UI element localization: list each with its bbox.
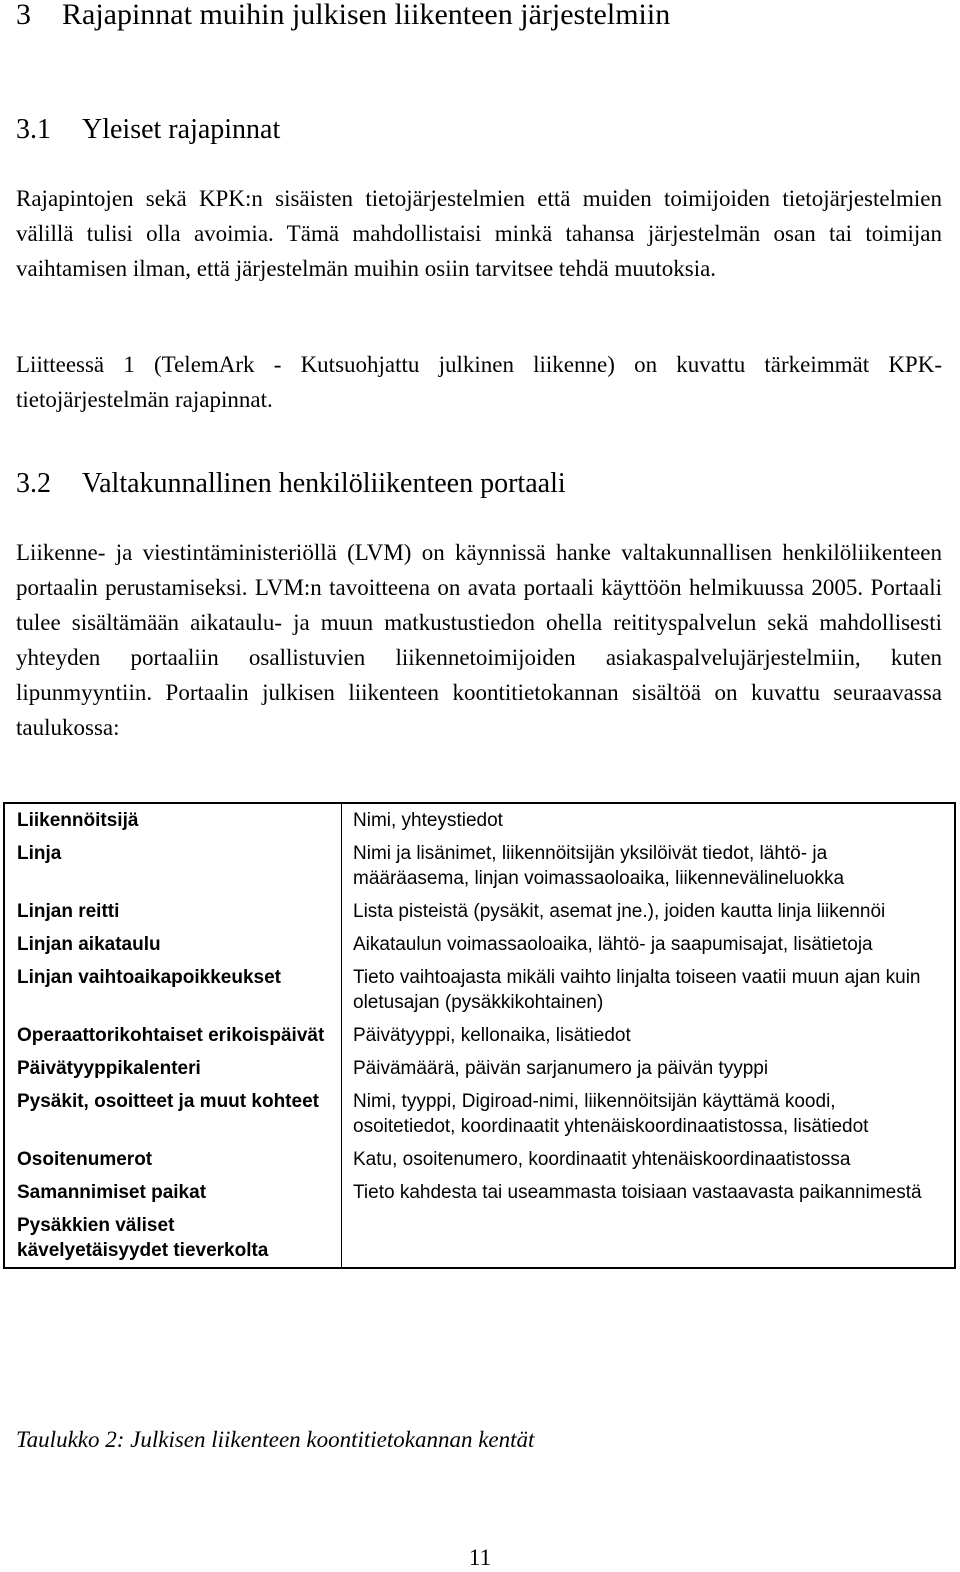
section-heading-3-2 [16,466,566,502]
field-content-cell: Nimi ja lisänimet, liikennöitsijän yksilöivät tiedot, lähtö- ja määräasema, linjan voimassaoloaika, liikennevälineluokka [353,843,845,889]
section-title: Yleiset rajapinnat [82,114,281,145]
table-row [4,928,955,961]
field-name-cell: Päivätyyppikalenteri [4,1052,342,1085]
section-number: 3.1 [16,114,51,145]
field-name-cell: Samannimiset paikat [4,1176,342,1209]
table-row [4,961,955,1019]
field-name-cell: Operaattorikohtaiset erikoispäivät [4,1019,342,1052]
table-body [4,803,955,1268]
section-number: 3.2 [16,468,51,499]
database-fields-table [3,802,956,1269]
paragraph-interfaces: Rajapintojen sekä KPK:n sisäisten tietojärjestelmien että muiden toimijoiden tietojärjestelmien välillä tulisi olla avoimia. Tämä mahdollistaisi minkä tahansa järjestelmän osan tai toimijan vaihtamisen ilman, että järjestelmän muihin osiin tarvitsee tehdä muutoksia. [16,186,942,281]
field-name-cell: Linjan reitti [4,895,342,928]
field-content-cell: Lista pisteistä (pysäkit, asemat jne.), joiden kautta linja liikennöi [353,901,886,922]
field-content-cell: Tieto kahdesta tai useammasta toisiaan vastaavasta paikannimestä [353,1182,922,1203]
page-number: 11 [468,1545,492,1570]
field-name-cell: Osoitenumerot [4,1143,342,1176]
chapter-heading [16,0,670,36]
table-caption: Taulukko 2: Julkisen liikenteen koontitietokannan kentät [16,1427,535,1452]
field-content-cell: Aikataulun voimassaoloaika, lähtö- ja saapumisajat, lisätietoja [353,934,873,955]
table-row [4,837,955,895]
field-content-cell: Tieto vaihtoajasta mikäli vaihto linjalta toiseen vaatii muun ajan kuin oletusajan (pysäkkikohtainen) [353,967,921,1013]
table-row [4,1143,955,1176]
paragraph-portal: Liikenne- ja viestintäministeriöllä (LVM) on käynnissä hanke valtakunnallisen henkilöliikenteen portaalin perustamiseksi. LVM:n tavoitteena on avata portaali käyttöön helmikuussa 2005. Portaali tulee sisältämään aikataulu- ja muun matkustustiedon ohella reitityspalvelun sekä mahdollisesti yhteyden portaaliin osallistuvien liikennetoimijoiden asiakaspalvelujärjestelmiin, kuten lipunmyyntiin. Portaalin julkisen liikenteen koontitietokannan sisältöä on kuvattu seuraavassa taulukossa: [16,540,942,740]
section-title: Valtakunnallinen henkilöliikenteen portaali [82,468,566,499]
field-content-cell: Päivämäärä, päivän sarjanumero ja päivän tyyppi [353,1058,769,1079]
table-row [4,895,955,928]
field-content-cell: Katu, osoitenumero, koordinaatit yhtenäiskoordinaatistossa [353,1149,851,1170]
paragraph-appendix-reference: Liitteessä 1 (TelemArk - Kutsuohjattu julkinen liikenne) on kuvattu tärkeimmät KPK-tietojärjestelmän rajapinnat. [16,352,942,412]
section-heading-3-1 [16,112,280,148]
field-name-cell: Pysäkit, osoitteet ja muut kohteet [4,1085,342,1143]
field-content-cell: Nimi, yhteystiedot [353,810,503,831]
field-content-cell [342,1209,956,1268]
chapter-title: Rajapinnat muihin julkisen liikenteen järjestelmiin [62,0,671,31]
field-name-cell: Linja [4,837,342,895]
chapter-number: 3 [16,0,31,31]
table-row [4,1085,955,1143]
table-row [4,1209,955,1268]
field-name-cell: Linjan vaihtoaikapoikkeukset [4,961,342,1019]
field-name-cell: Liikennöitsijä [4,803,342,837]
field-name-cell: Pysäkkien väliset kävelyetäisyydet tieverkolta [4,1209,342,1268]
table-row [4,803,955,837]
table-row [4,1176,955,1209]
field-content-cell: Päivätyyppi, kellonaika, lisätiedot [353,1025,631,1046]
table-row [4,1052,955,1085]
field-content-cell: Nimi, tyyppi, Digiroad-nimi, liikennöitsijän käyttämä koodi, osoitetiedot, koordinaatit yhtenäiskoordinaatistossa, lisätiedot [353,1091,869,1137]
table-row [4,1019,955,1052]
field-name-cell: Linjan aikataulu [4,928,342,961]
